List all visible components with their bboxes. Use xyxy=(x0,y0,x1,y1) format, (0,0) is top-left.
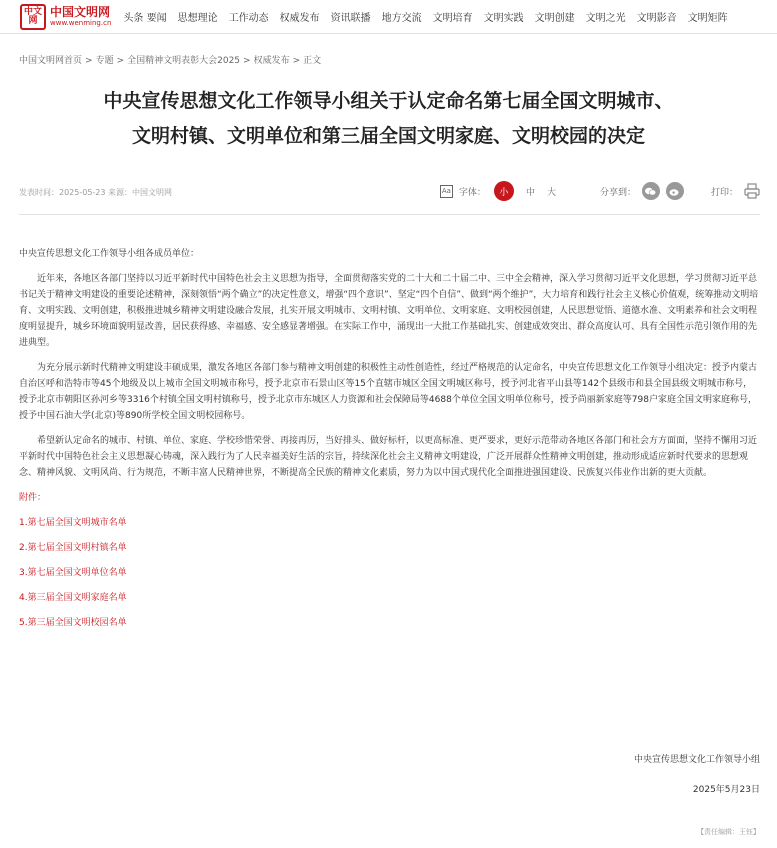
article-title xyxy=(0,84,777,154)
nav-item-matrix[interactable]: 文明矩阵 xyxy=(687,13,728,24)
signature: 中央宣传思想文化工作领导小组 xyxy=(633,755,760,765)
font-medium-button[interactable]: 中 xyxy=(525,187,535,198)
attachments-label: 附件： xyxy=(19,493,47,503)
breadcrumb-separator: > xyxy=(85,56,93,66)
font-small-button[interactable]: 小 xyxy=(494,181,514,201)
article-body xyxy=(19,246,761,631)
breadcrumb xyxy=(19,53,321,66)
weibo-icon[interactable] xyxy=(666,182,684,200)
print-label: 打印： xyxy=(710,187,738,198)
nav-item-creation[interactable]: 文明创建 xyxy=(534,13,575,24)
breadcrumb-separator: > xyxy=(243,56,251,66)
site-logo[interactable] xyxy=(20,4,111,30)
divider xyxy=(19,214,760,215)
logo-url: www.wenming.cn xyxy=(50,19,112,27)
breadcrumb-special[interactable]: 专题 xyxy=(95,56,114,66)
font-label: 字体： xyxy=(458,187,486,198)
wechat-icon[interactable] xyxy=(642,182,660,200)
breadcrumb-conference[interactable]: 全国精神文明表彰大会2025 xyxy=(127,56,241,66)
main-nav xyxy=(123,9,738,24)
breadcrumb-home[interactable]: 中国文明网首页 xyxy=(19,56,83,66)
nav-item-headlines[interactable]: 头条 要闻 xyxy=(123,13,167,24)
breadcrumb-separator: > xyxy=(292,56,301,66)
nav-item-work-news[interactable]: 工作动态 xyxy=(228,13,269,24)
printer-icon[interactable] xyxy=(744,183,760,199)
breadcrumb-official[interactable]: 权威发布 xyxy=(253,56,290,66)
font-size-icon: Aa xyxy=(440,185,453,198)
nav-item-theory[interactable]: 思想理论 xyxy=(177,13,218,24)
article-title-line2: 文明村镇、文明单位和第三届全国文明家庭、文明校园的决定 xyxy=(131,125,645,147)
attachment-link[interactable]: 3.第七届全国文明单位名单 xyxy=(19,568,127,578)
font-large-button[interactable]: 大 xyxy=(546,187,556,198)
attachment-link[interactable]: 5.第三届全国文明校园名单 xyxy=(19,618,127,628)
nav-item-cultivation[interactable]: 文明培育 xyxy=(432,13,473,24)
breadcrumb-current: 正文 xyxy=(303,56,322,66)
attachment-link[interactable]: 1.第七届全国文明城市名单 xyxy=(19,518,127,528)
nav-item-practice[interactable]: 文明实践 xyxy=(483,13,524,24)
nav-item-news-feed[interactable]: 资讯联播 xyxy=(330,13,371,24)
attachment-link[interactable]: 4.第三届全国文明家庭名单 xyxy=(19,593,127,603)
nav-item-official[interactable]: 权威发布 xyxy=(279,13,320,24)
paragraph: 近年来，各地区各部门坚持以习近平新时代中国特色社会主义思想为指导，全面贯彻落实党的二十大和二十届二中、三中全会精神，深入学习贯彻习近平文化思想，学习贯彻习近平总书记关于精神文明建设的重要论述精神，深刻领悟“两个确立”的决定性意义，增强“四个意识”、坚定“四个自信”、做到“两个维护”，大力培育和践行社会主义核心价值观，统筹推动文明培育、文明实践、文明创建，积极推进城乡精神文明建设融合发展，扎实开展文明城市、文明村镇、文明单位、文明家庭、文明校园创建，人民思想觉悟、道德水准、文明素养和社会文明程度明显提升，城乡环境面貌明显改善，居民获得感、幸福感、安全感显著增强。在实际工作中，涌现出一大批工作基础扎实、创建成效突出、群众高度认可、具有全国性示范引领作用的先进典型。 xyxy=(19,274,759,348)
editor-credit: 【责任编辑：王钰】 xyxy=(697,828,760,836)
nav-item-local[interactable]: 地方交流 xyxy=(381,13,422,24)
logo-name: 中国文明网 xyxy=(50,5,111,19)
document-date: 2025年5月23日 xyxy=(692,785,760,795)
nav-item-media[interactable]: 文明影音 xyxy=(636,13,677,24)
article-meta: 发表时间：2025-05-23 来源：中国文明网 xyxy=(19,188,173,197)
article-title-line1: 中央宣传思想文化工作领导小组关于认定命名第七届全国文明城市、 xyxy=(103,90,674,112)
paragraph: 希望新认定命名的城市、村镇、单位、家庭、学校珍惜荣誉、再接再厉，当好排头、做好标杆，以更高标准、更严要求，更好示范带动各地区各部门和社会方方面面，坚持不懈用习近平新时代中国特色社会主义思想凝心铸魂，深入践行为了人民幸福美好生活的宗旨，持续深化社会主义精神文明建设，广泛开展群众性精神文明创建，推动形成适应新时代要求的思想观念、精神风貌、文明风尚、行为规范，不断丰富人民精神世界，不断提高全民族的精神文化素质，努力为以中国式现代化全面推进强国建设、民族复兴伟业作出新的更大贡献。 xyxy=(19,436,758,478)
article-tools xyxy=(440,181,760,201)
share-label: 分享到： xyxy=(599,187,636,198)
nav-item-light[interactable]: 文明之光 xyxy=(585,13,626,24)
top-navigation-bar xyxy=(0,0,777,34)
addressee: 中央宣传思想文化工作领导小组各成员单位： xyxy=(19,249,200,259)
breadcrumb-separator: > xyxy=(116,56,125,66)
paragraph: 为充分展示新时代精神文明建设丰硕成果，激发各地区各部门参与精神文明创建的积极性主动性创造性，经过严格规范的认定命名，中央宣传思想文化工作领导小组决定：授予内蒙古自治区呼和浩特市等45个地级及以上城市全国文明城市称号，授予北京市石景山区等15个直辖市城区全国文明城区称号，授予河北省平山县等142个县级市和县全国县级文明城市称号，授予北京市朝阳区孙河乡等3316个村镇全国文明村镇称号，授予北京市东城区人力资源和社会保障局等4688个单位全国文明单位称号，授予尚丽新家庭等798户家庭全国文明家庭称号，授予中国石油大学(北京)等890所学校全国文明校园称号。 xyxy=(19,363,758,421)
attachment-link[interactable]: 2.第七届全国文明村镇名单 xyxy=(19,543,127,553)
logo-seal: 中文 网 xyxy=(20,4,46,30)
